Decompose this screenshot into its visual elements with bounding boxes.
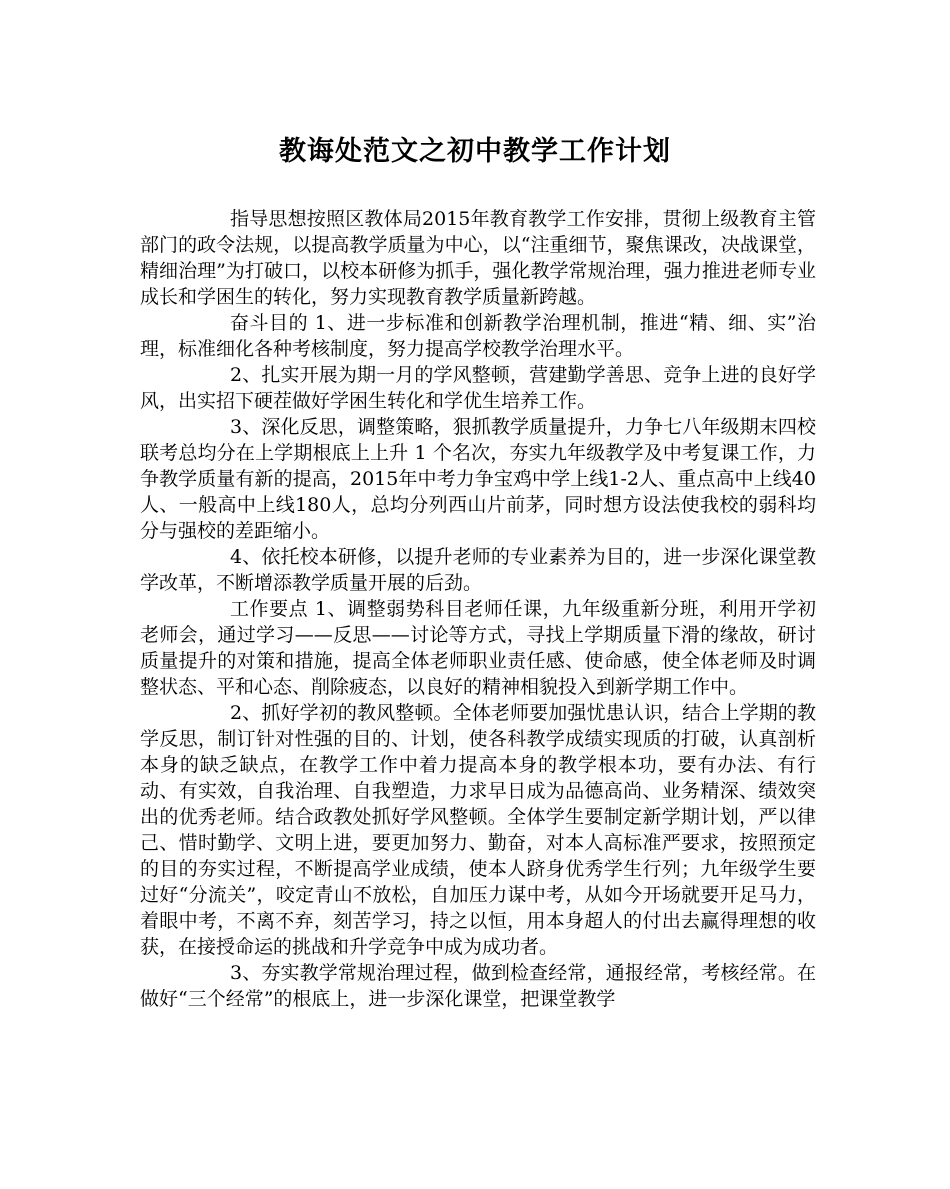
paragraph-goal-3: 3、深化反思，调整策略，狠抓教学质量提升，力争七八年级期末四校联考总均分在上学期根底上上升 1 个名次，夯实九年级教学及中考复课工作，力争教学质量有新的提高，2015年中考力争宝鸡中学上线1-2人、重点高中上线40人、一般高中上线180人，总均分列西山片前茅，同时想方设法使我校的弱科均分与强校的差距缩小。 (140, 416, 816, 542)
document-body (140, 206, 816, 1012)
paragraph-goal-4: 4、依托校本研修，以提升老师的专业素养为目的，进一步深化课堂教学改革，不断增添教学质量开展的后劲。 (140, 546, 816, 594)
paragraph-key-point-3: 3、夯实教学常规治理过程，做到检查经常，通报经常，考核经常。在做好“三个经常”的根底上，进一步深化课堂，把课堂教学 (140, 962, 816, 1010)
document-title: 教诲处范文之初中教学工作计划 (279, 136, 671, 167)
paragraph-guiding-ideology: 指导思想按照区教体局2015年教育教学工作安排，贯彻上级教育主管部门的政令法规，以提高教学质量为中心，以“注重细节，聚焦课改，决战课堂，精细治理”为打破口，以校本研修为抓手，强化教学常规治理，强力推进老师专业成长和学困生的转化，努力实现教育教学质量新跨越。 (140, 208, 816, 308)
paragraph-key-point-1: 工作要点 1、调整弱势科目老师任课，九年级重新分班，利用开学初老师会，通过学习——反思——讨论等方式，寻找上学期质量下滑的缘故，研讨质量提升的对策和措施，提高全体老师职业责任感、使命感，使全体老师及时调整状态、平和心态、削除疲态，以良好的精神相貌投入到新学期工作中。 (140, 598, 816, 698)
paragraph-goal-1: 奋斗目的 1、进一步标准和创新教学治理机制，推进“精、细、实”治理，标准细化各种考核制度，努力提高学校教学治理水平。 (140, 312, 816, 360)
paragraph-key-point-2: 2、抓好学初的教风整顿。全体老师要加强忧患认识，结合上学期的教学反思，制订针对性强的目的、计划，使各科教学成绩实现质的打破，认真剖析本身的缺乏缺点，在教学工作中着力提高本身的教学根本功，要有办法、有行动、有实效，自我治理、自我塑造，力求早日成为品德高尚、业务精深、绩效突出的优秀老师。结合政教处抓好学风整顿。全体学生要制定新学期计划，严以律己、惜时勤学、文明上进，要更加努力、勤奋，对本人高标准严要求，按照预定的目的夯实过程，不断提高学业成绩，使本人跻身优秀学生行列；九年级学生要过好“分流关”，咬定青山不放松，自加压力谋中考，从如今开场就要开足马力，着眼中考，不离不弃，刻苦学习，持之以恒，用本身超人的付出去赢得理想的收获，在接授命运的挑战和升学竞争中成为成功者。 (140, 702, 816, 958)
paragraph-goal-2: 2、扎实开展为期一月的学风整顿，营建勤学善思、竞争上进的良好学风，出实招下硬茬做好学困生转化和学优生培养工作。 (140, 364, 816, 412)
